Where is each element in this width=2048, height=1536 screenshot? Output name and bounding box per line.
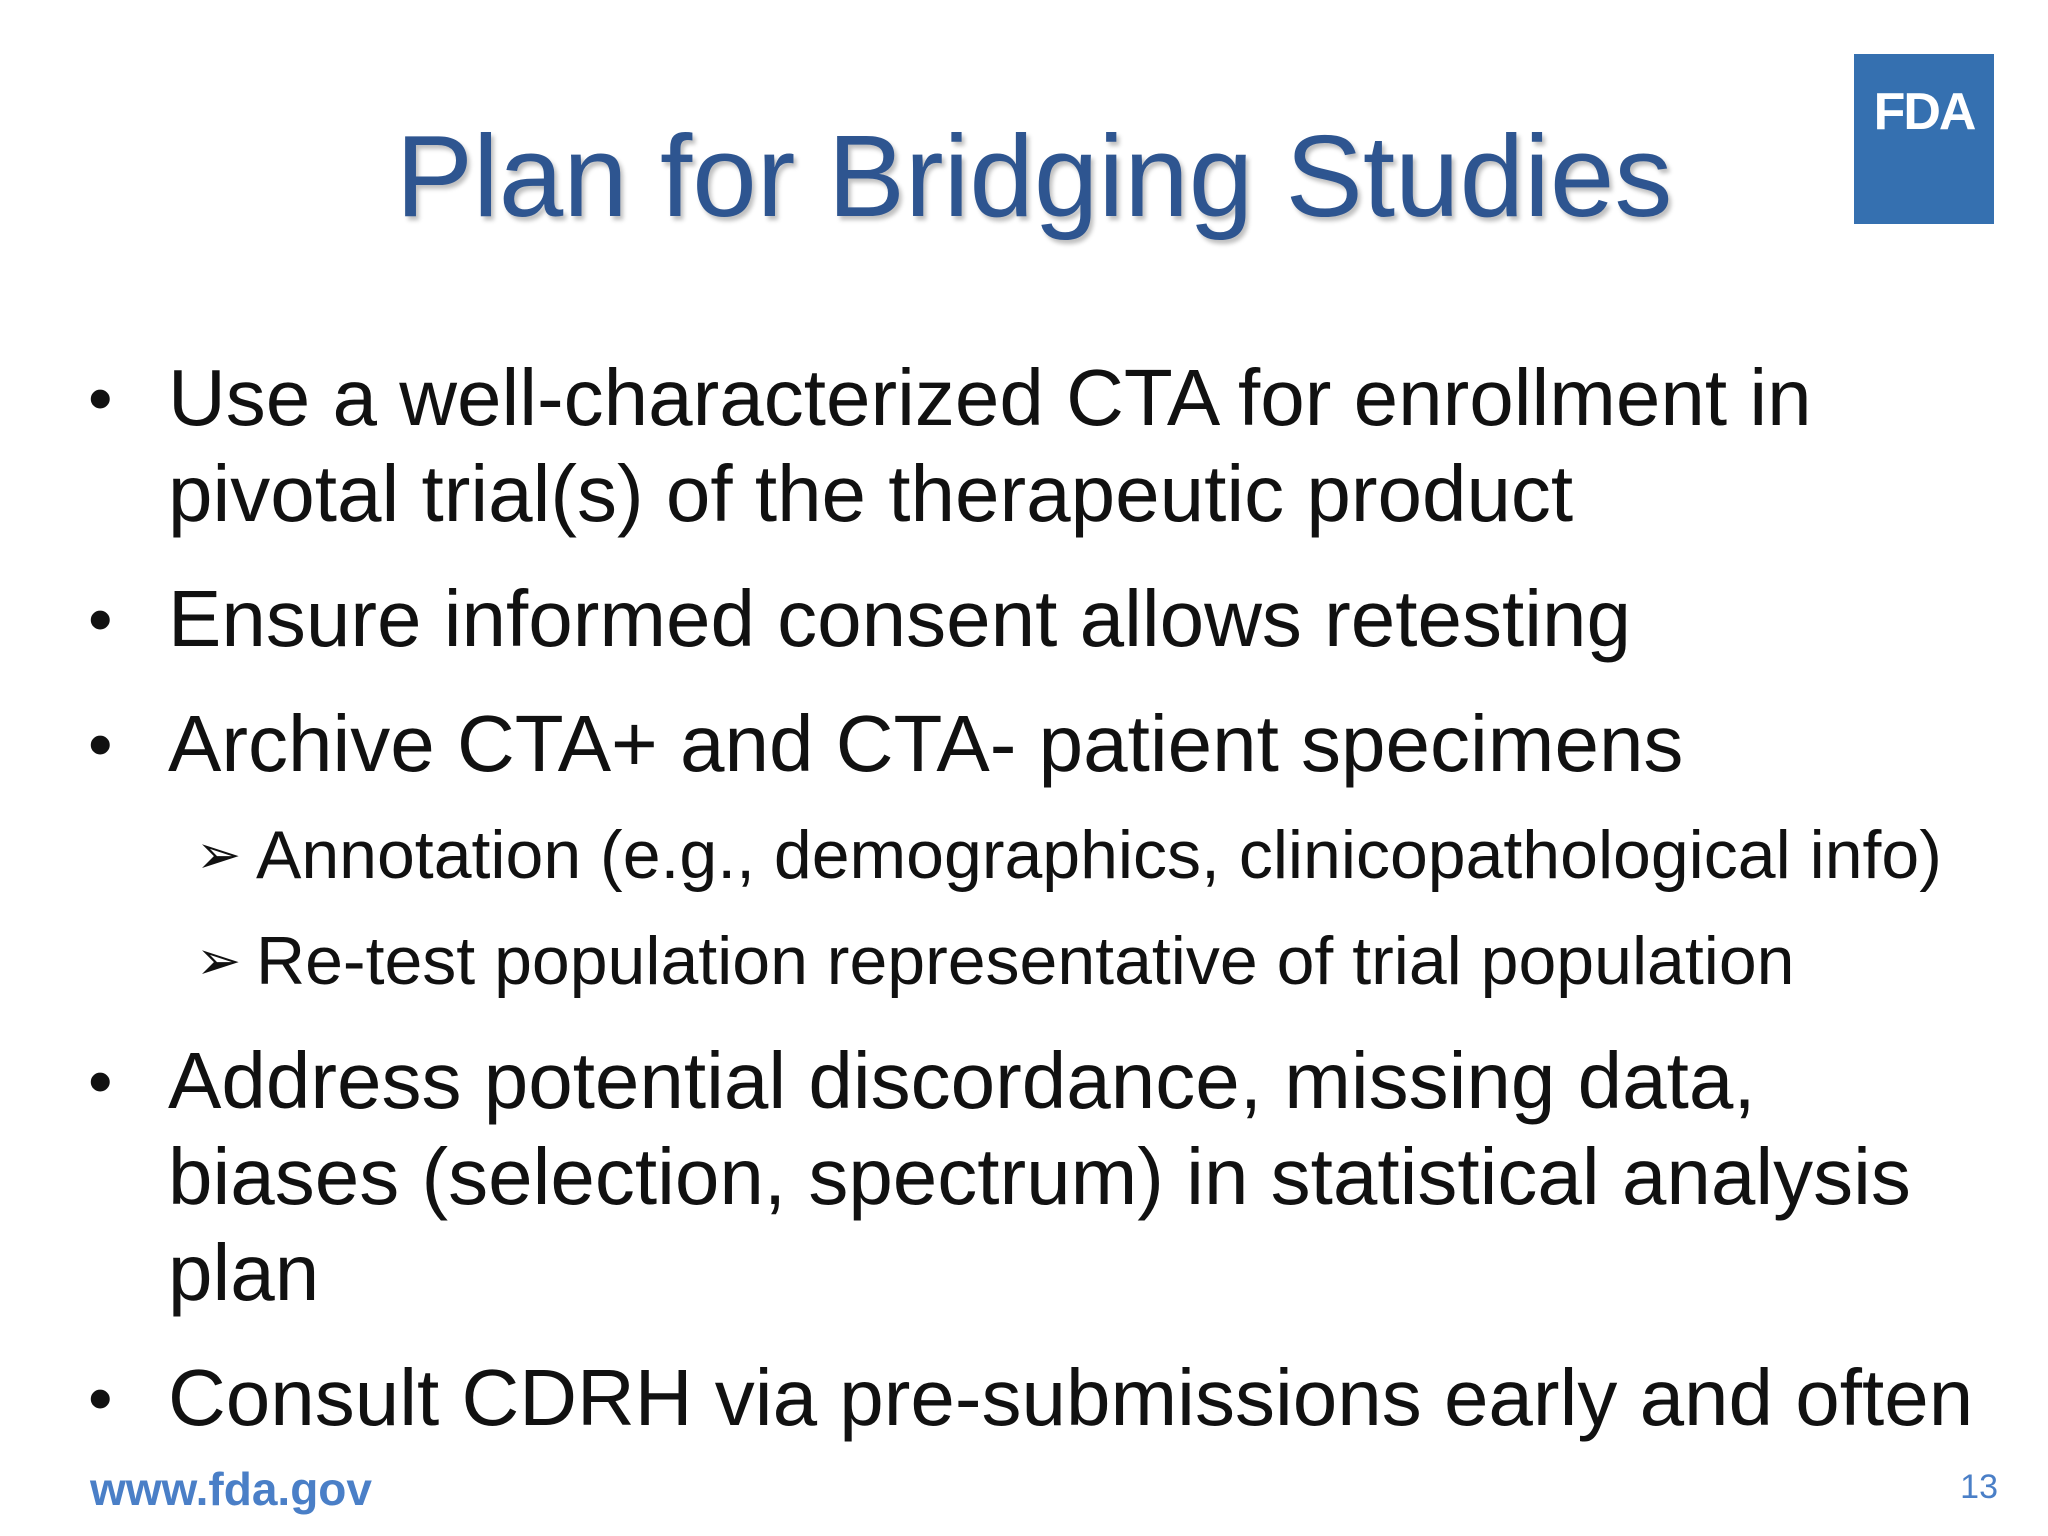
- sub-bullet-item: [88, 919, 2008, 1003]
- bullet-list: [88, 350, 2008, 1475]
- fda-logo: FDA: [1854, 54, 1994, 224]
- arrowhead-icon: ➢: [196, 825, 242, 885]
- bullet-dot-icon: •: [88, 1042, 113, 1120]
- footer-url[interactable]: www.fda.gov: [90, 1463, 372, 1515]
- bullet-text: Consult CDRH via pre-submissions early and often: [168, 1353, 1974, 1442]
- bullet-text: Address potential discordance, missing data, biases (selection, spectrum) in statistical analysis plan: [168, 1036, 1911, 1317]
- bullet-text: Ensure informed consent allows retesting: [168, 574, 1631, 663]
- bullet-dot-icon: •: [88, 580, 113, 658]
- bullet-dot-icon: •: [88, 1359, 113, 1437]
- bullet-item: [88, 571, 2008, 667]
- bullet-dot-icon: •: [88, 705, 113, 783]
- bullet-item: [88, 1033, 2008, 1321]
- page-number: 13: [1960, 1468, 1998, 1506]
- bullet-text: Use a well-characterized CTA for enrollment in pivotal trial(s) of the therapeutic product: [168, 353, 1812, 538]
- bullet-item: [88, 1350, 2008, 1446]
- arrowhead-icon: ➢: [196, 931, 242, 991]
- bullet-text: Archive CTA+ and CTA- patient specimens: [168, 699, 1684, 788]
- sub-bullet-text: Re-test population representative of trial population: [256, 923, 1795, 999]
- sub-bullet-list: [88, 813, 2008, 1003]
- sub-bullet-text: Annotation (e.g., demographics, clinicopathological info): [256, 817, 1942, 893]
- slide-title: Plan for Bridging Studies: [395, 111, 1673, 241]
- bullet-item: [88, 696, 2008, 792]
- bullet-dot-icon: •: [88, 359, 113, 437]
- sub-bullet-item: [88, 813, 2008, 897]
- bullet-item: [88, 350, 2008, 542]
